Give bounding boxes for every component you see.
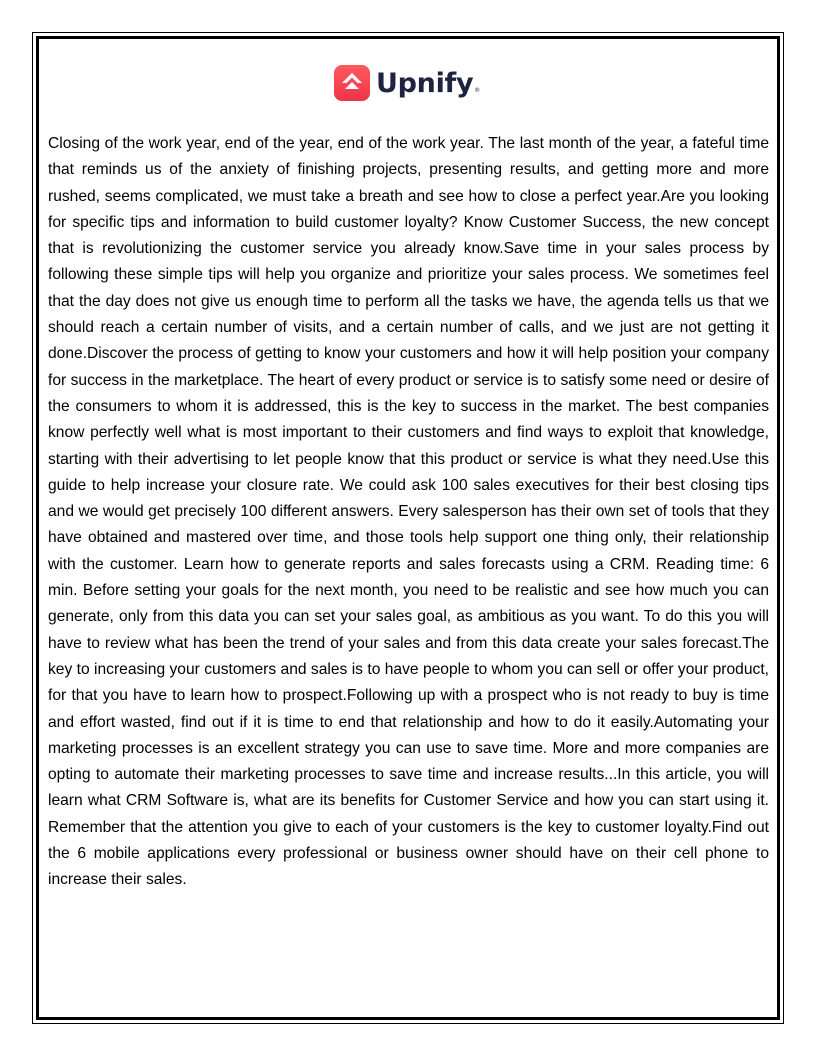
article-body: Closing of the work year, end of the year, end of the work year. The last month of the year, a fateful time that reminds us of the anxiety of finishing projects, presenting results, and getting more and more rushed, seems complicated, we must take a breath and see how to close a perfect year.Are you looking for specific tips and information to build customer loyalty? Know Customer Success, the new concept that is revolutionizing the customer service you already know.Save time in your sales process by following these simple tips will help you organize and prioritize your sales process. We sometimes feel that the day does not give us enough time to perform all the tasks we have, the agenda tells us that we should reach a certain number of visits, and a certain number of calls, and we just are not getting it done.Discover the process of getting to know your customers and how it will help position your company for success in the marketplace. The heart of every product or service is to satisfy some need or desire of the consumers to whom it is addressed, this is the key to success in the market. The best companies know perfectly well what is most important to their customers and find ways to exploit that knowledge, starting with their advertising to let people know that this product or service is what they need.Use this guide to help increase your closure rate. We could ask 100 sales executives for their best closing tips and we would get precisely 100 different answers. Every salesperson has their own set of tools that they have obtained and mastered over time, and those tools help support one thing only, their relationship with the customer. Learn how to generate reports and sales forecasts using a CRM. Reading time: 6 min. Before setting your goals for the next month, you need to be realistic and see how much you can generate, only from this data you can set your sales goal, as ambitious as you want. To do this you will have to review what has been the trend of your sales and from this data create your sales forecast.The key to increasing your customers and sales is to have people to whom you can sell or offer your product, for that you have to learn how to prospect.Following up with a prospect who is not ready to buy is time and effort wasted, find out if it is time to end that relationship and how to do it easily.Automating your marketing processes is an excellent strategy you can use to save time. More and more companies are opting to automate their marketing processes to save time and increase results...In this article, you will learn what CRM Software is, what are its benefits for Customer Service and how you can start using it. Remember that the attention you give to each of your customers is the key to customer loyalty.Find out the 6 mobile applications every professional or business owner should have on their cell phone to increase their sales. — [48, 135, 769, 889]
upnify-logo — [334, 63, 480, 103]
brand-name: Upnify — [376, 67, 474, 99]
registered-mark: ® — [474, 87, 481, 94]
upnify-logo-icon — [334, 65, 370, 101]
